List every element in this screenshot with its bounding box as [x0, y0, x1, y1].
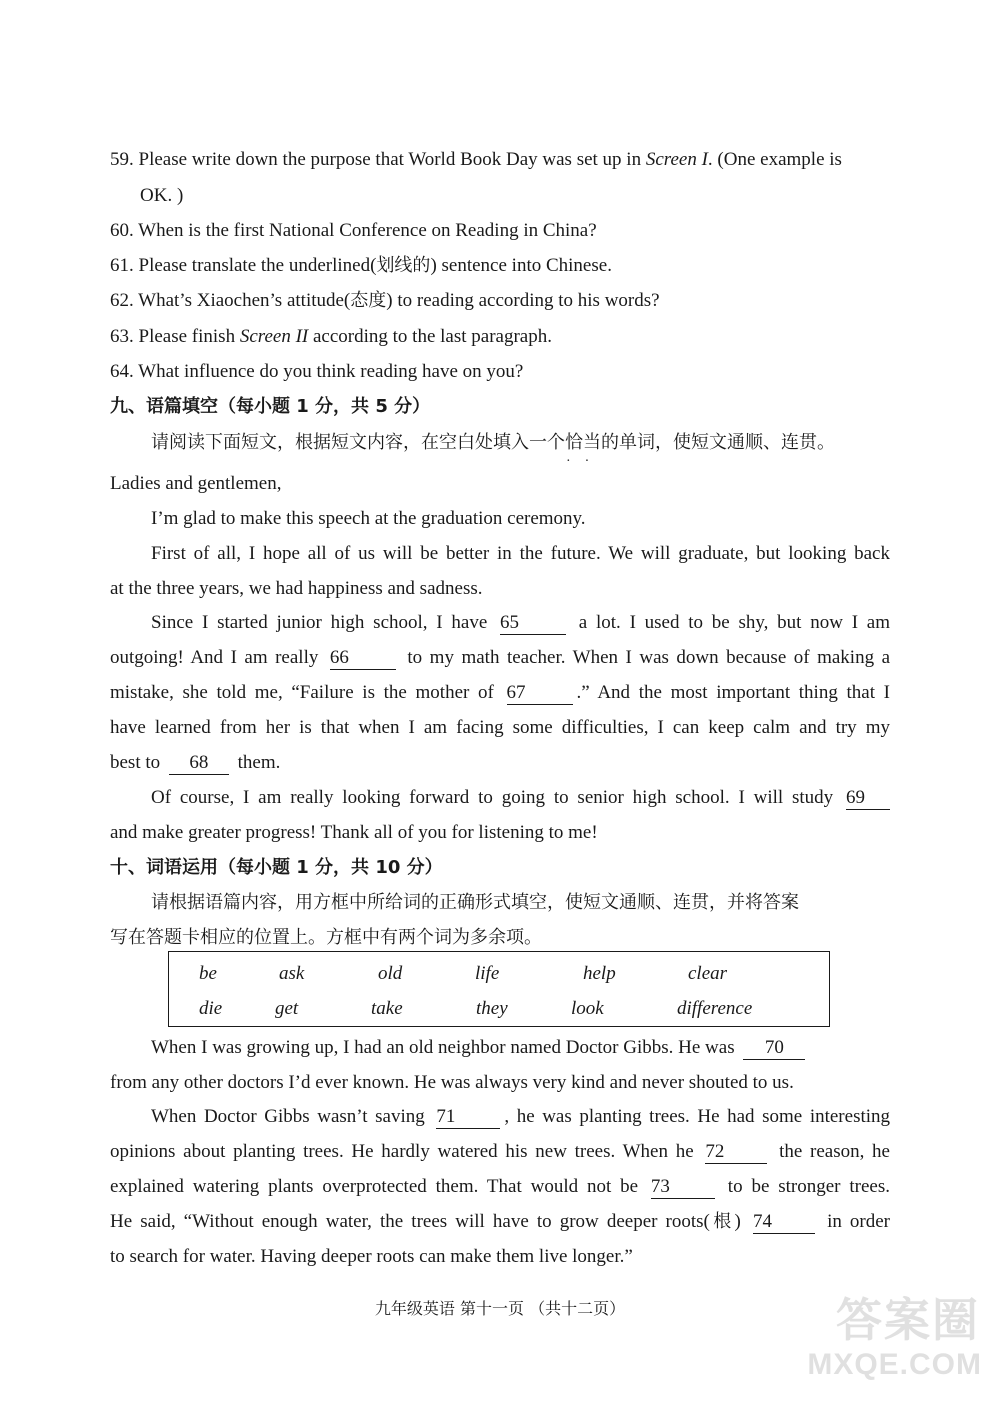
blank-67[interactable]: 67: [507, 682, 573, 705]
watermark-cn: 答案圈: [836, 1293, 980, 1347]
question-59: 59. Please write down the purpose that World Book Day was set up in Screen I. (One example is: [110, 149, 842, 170]
emphasis-dots: ··: [566, 454, 604, 469]
passage-9-p2-line1: First of all, I hope all of us will be better in the future. We will graduate, but looking back: [151, 543, 890, 564]
passage-9-p3-line1: Since I started junior high school, I have 65 a lot. I used to be shy, but now I am: [151, 612, 891, 633]
word-get: get: [275, 998, 299, 1019]
word-clear: clear: [688, 963, 728, 984]
blank-71[interactable]: 71: [436, 1106, 500, 1129]
word-die: die: [199, 998, 223, 1019]
section-10-heading: 十、词语运用（每小题 1 分，共 10 分）: [110, 857, 443, 878]
passage-10-p2-line4: He said, “Without enough water, the trees will have to grow deeper roots(根) 74 in order: [110, 1211, 891, 1232]
section-10-instruction-line2: 写在答题卡相应的位置上。方框中有两个词为多余项。: [110, 927, 542, 948]
section-9-instruction: 请阅读下面短文，根据短文内容，在空白处填入一个恰当的单词，使短文通顺、连贯。: [151, 432, 835, 453]
passage-10-p2-line5: to search for water. Having deeper roots can make them live longer.”: [110, 1246, 633, 1267]
question-60: 60. When is the first National Conference on Reading in China?: [110, 220, 597, 241]
word-help: help: [583, 963, 616, 984]
passage-9-p1: I’m glad to make this speech at the graduation ceremony.: [151, 508, 586, 529]
blank-68[interactable]: 68: [169, 752, 229, 775]
word-be: be: [199, 963, 217, 984]
passage-9-p4-line1: Of course, I am really looking forward to going to senior high school. I will study 69: [151, 785, 890, 811]
passage-9-p4-line2: and make greater progress! Thank all of you for listening to me!: [110, 822, 598, 843]
passage-9-p3-line5: best to 68 them.: [110, 752, 281, 773]
question-64: 64. What influence do you think reading have on you?: [110, 361, 524, 382]
passage-9-p3-line2: outgoing! And I am really 66 to my math teacher. When I was down because of making a: [110, 647, 891, 668]
passage-10-p2-line2: opinions about planting trees. He hardly watered his new trees. When he 72 the reason, he: [110, 1141, 890, 1162]
word-they: they: [476, 998, 508, 1019]
word-old: old: [378, 963, 403, 984]
page-footer: 九年级英语 第十一页 （共十二页）: [374, 1299, 626, 1318]
salutation: Ladies and gentlemen,: [110, 473, 282, 494]
passage-9-p2-line2: at the three years, we had happiness and sadness.: [110, 578, 483, 599]
word-take: take: [371, 998, 403, 1019]
passage-9-p3-line3: mistake, she told me, “Failure is the mother of 67 .” And the most important thing that I: [110, 682, 890, 703]
blank-65[interactable]: 65: [500, 612, 566, 635]
blank-66[interactable]: 66: [330, 647, 396, 670]
watermark-logo: [790, 1284, 990, 1394]
passage-10-p1-line2: from any other doctors I’d ever known. He was always very kind and never shouted to us.: [110, 1072, 794, 1093]
passage-10-p1-line1: When I was growing up, I had an old neighbor named Doctor Gibbs. He was 70: [151, 1035, 890, 1061]
word-difference: difference: [677, 998, 753, 1019]
question-63: 63. Please finish Screen II according to the last paragraph.: [110, 326, 552, 347]
blank-70[interactable]: 70: [743, 1037, 805, 1060]
passage-9-p3-line4: have learned from her is that when I am facing some difficulties, I can keep calm and try my: [110, 717, 890, 738]
blank-69[interactable]: 69: [846, 787, 890, 810]
word-box: [168, 951, 830, 1027]
question-61: 61. Please translate the underlined(划线的) sentence into Chinese.: [110, 255, 612, 276]
section-10-instruction-line1: 请根据语篇内容，用方框中所给词的正确形式填空，使短文通顺、连贯，并将答案: [151, 892, 799, 913]
word-ask: ask: [279, 963, 305, 984]
blank-74[interactable]: 74: [753, 1211, 815, 1234]
question-62: 62. What’s Xiaochen’s attitude(态度) to reading according to his words?: [110, 290, 660, 311]
word-life: life: [475, 963, 500, 984]
passage-10-p2-line3: explained watering plants overprotected them. That would not be 73 to be stronger trees.: [110, 1176, 890, 1197]
blank-73[interactable]: 73: [651, 1176, 715, 1199]
blank-72[interactable]: 72: [705, 1141, 767, 1164]
word-look: look: [571, 998, 604, 1019]
section-9-heading: 九、语篇填空（每小题 1 分，共 5 分）: [110, 396, 431, 417]
passage-10-p2-line1: When Doctor Gibbs wasn’t saving 71 , he was planting trees. He had some interesting: [151, 1106, 891, 1127]
watermark-en: MXQE.COM: [807, 1348, 982, 1381]
question-59-continued: OK. ): [140, 185, 184, 206]
